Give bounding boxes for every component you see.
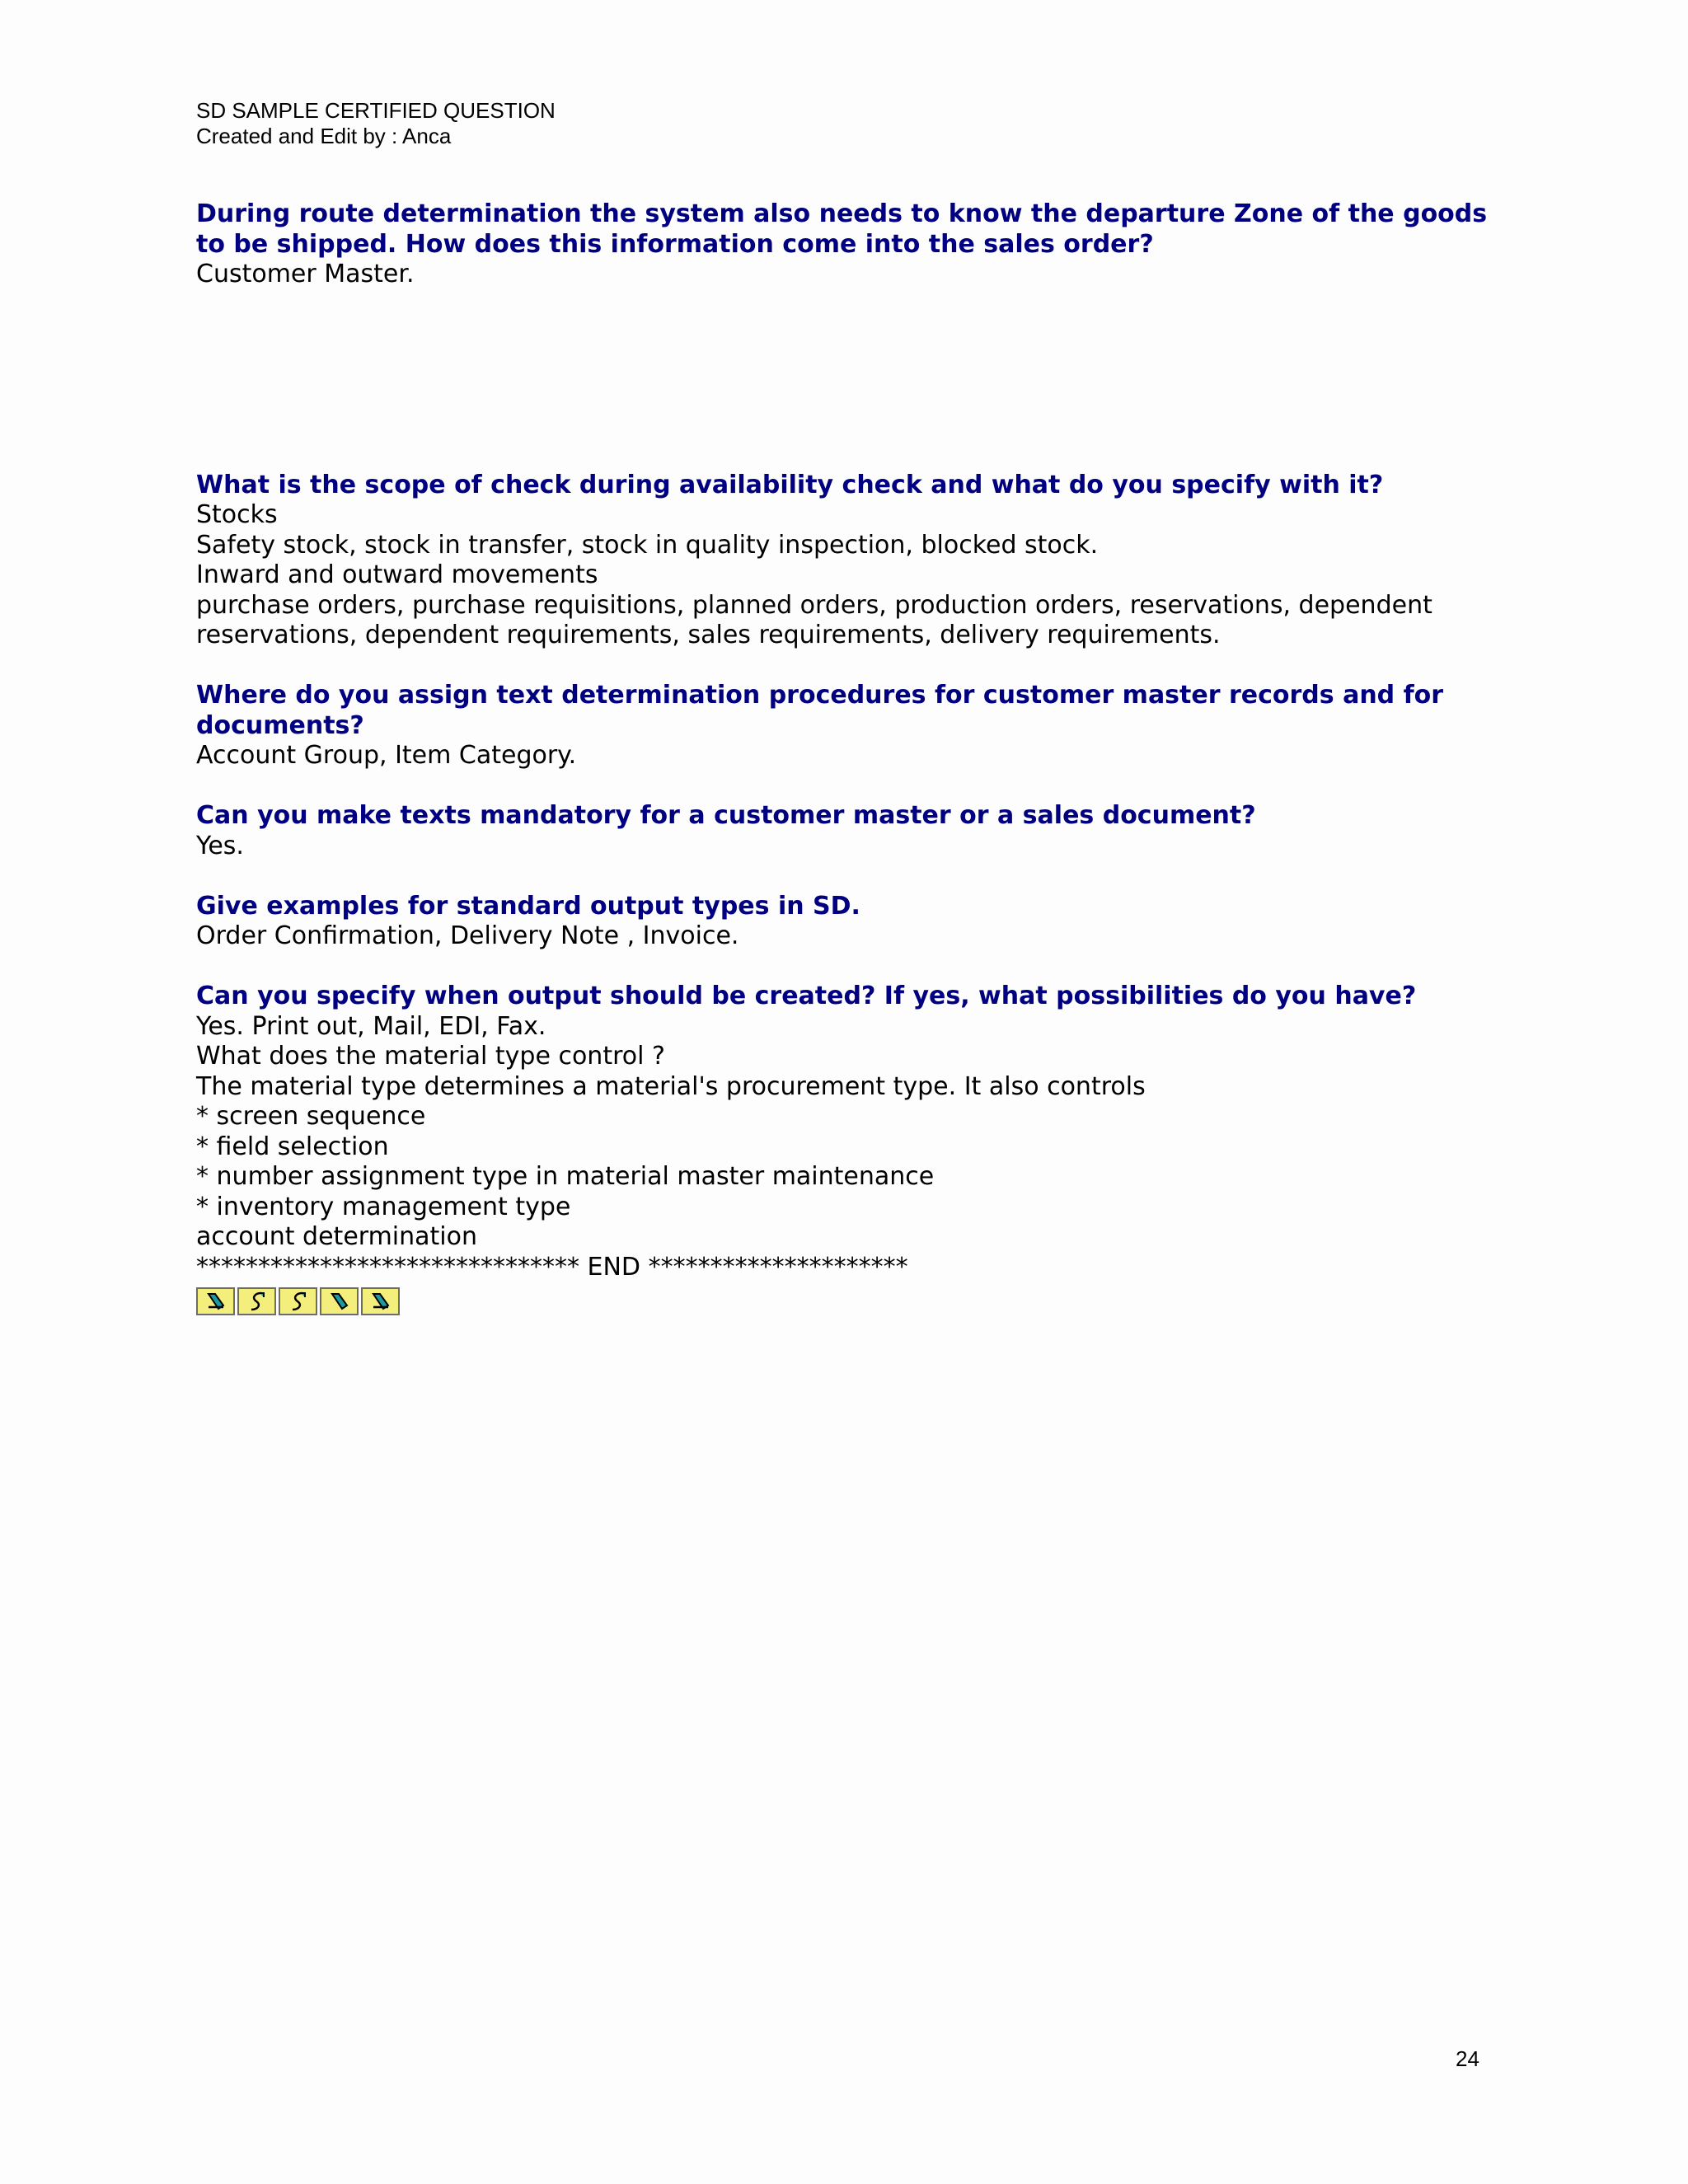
previous-page-icon[interactable] (279, 1287, 317, 1315)
question-line: to be shipped. How does this information come into the sales order? (196, 229, 1154, 259)
next-page-icon[interactable] (320, 1287, 359, 1315)
qa-item (196, 199, 1498, 290)
answer-line: * screen sequence (196, 1102, 426, 1131)
answer-line: Customer Master. (196, 260, 415, 288)
answer-line: Safety stock, stock in transfer, stock in quality inspection, blocked stock. (196, 530, 1099, 560)
question-line: During route determination the system also needs to know the departure Zone of the goods (196, 199, 1488, 228)
question-line: Can you specify when output should be created? If yes, what possibilities do you have? (196, 982, 1417, 1010)
answer-line: Account Group, Item Category. (196, 741, 577, 770)
qa-item (196, 471, 1498, 651)
answer-line: What does the material type control ? (196, 1042, 665, 1071)
first-page-icon[interactable] (196, 1287, 235, 1315)
document-body (196, 199, 1498, 1315)
answer-line: purchase orders, purchase requisitions, planned orders, production orders, reservations, dependent (196, 590, 1432, 620)
qa-item (196, 801, 1498, 861)
question-line: Give examples for standard output types in SD. (196, 891, 860, 921)
question-line: Where do you assign text determination procedures for customer master records and for (196, 681, 1444, 710)
answer-line: account determination (196, 1222, 478, 1251)
question-line: Can you make texts mandatory for a customer master or a sales document? (196, 801, 1256, 830)
answer-line: * field selection (196, 1132, 389, 1161)
answer-line: reservations, dependent requirements, sales requirements, delivery requirements. (196, 621, 1221, 649)
previous-page-icon[interactable] (237, 1287, 276, 1315)
navigation-icons (196, 1287, 1498, 1315)
last-page-icon[interactable] (361, 1287, 400, 1315)
answer-line: Order Confirmation, Delivery Note , Invoice. (196, 921, 739, 950)
header-author: Created and Edit by : Anca (196, 124, 452, 148)
question-line: What is the scope of check during availability check and what do you specify with it? (196, 470, 1384, 499)
answer-line: The material type determines a material's procurement type. It also controls (196, 1071, 1146, 1101)
page-number: 24 (1456, 2046, 1479, 2071)
page-header (196, 98, 556, 149)
answer-line: * inventory management type (196, 1192, 571, 1221)
question-line: documents? (196, 710, 364, 740)
answer-line: Stocks (196, 500, 278, 529)
answer-line: * number assignment type in material master maintenance (196, 1162, 935, 1191)
answer-line: Inward and outward movements (196, 560, 598, 589)
qa-item (196, 892, 1498, 952)
qa-item (196, 982, 1498, 1282)
end-marker: ******************************* END ********************* (196, 1252, 908, 1282)
answer-line: Yes. Print out, Mail, EDI, Fax. (196, 1011, 546, 1041)
header-title: SD SAMPLE CERTIFIED QUESTION (196, 98, 556, 123)
qa-item (196, 681, 1498, 771)
answer-line: Yes. (196, 831, 244, 860)
